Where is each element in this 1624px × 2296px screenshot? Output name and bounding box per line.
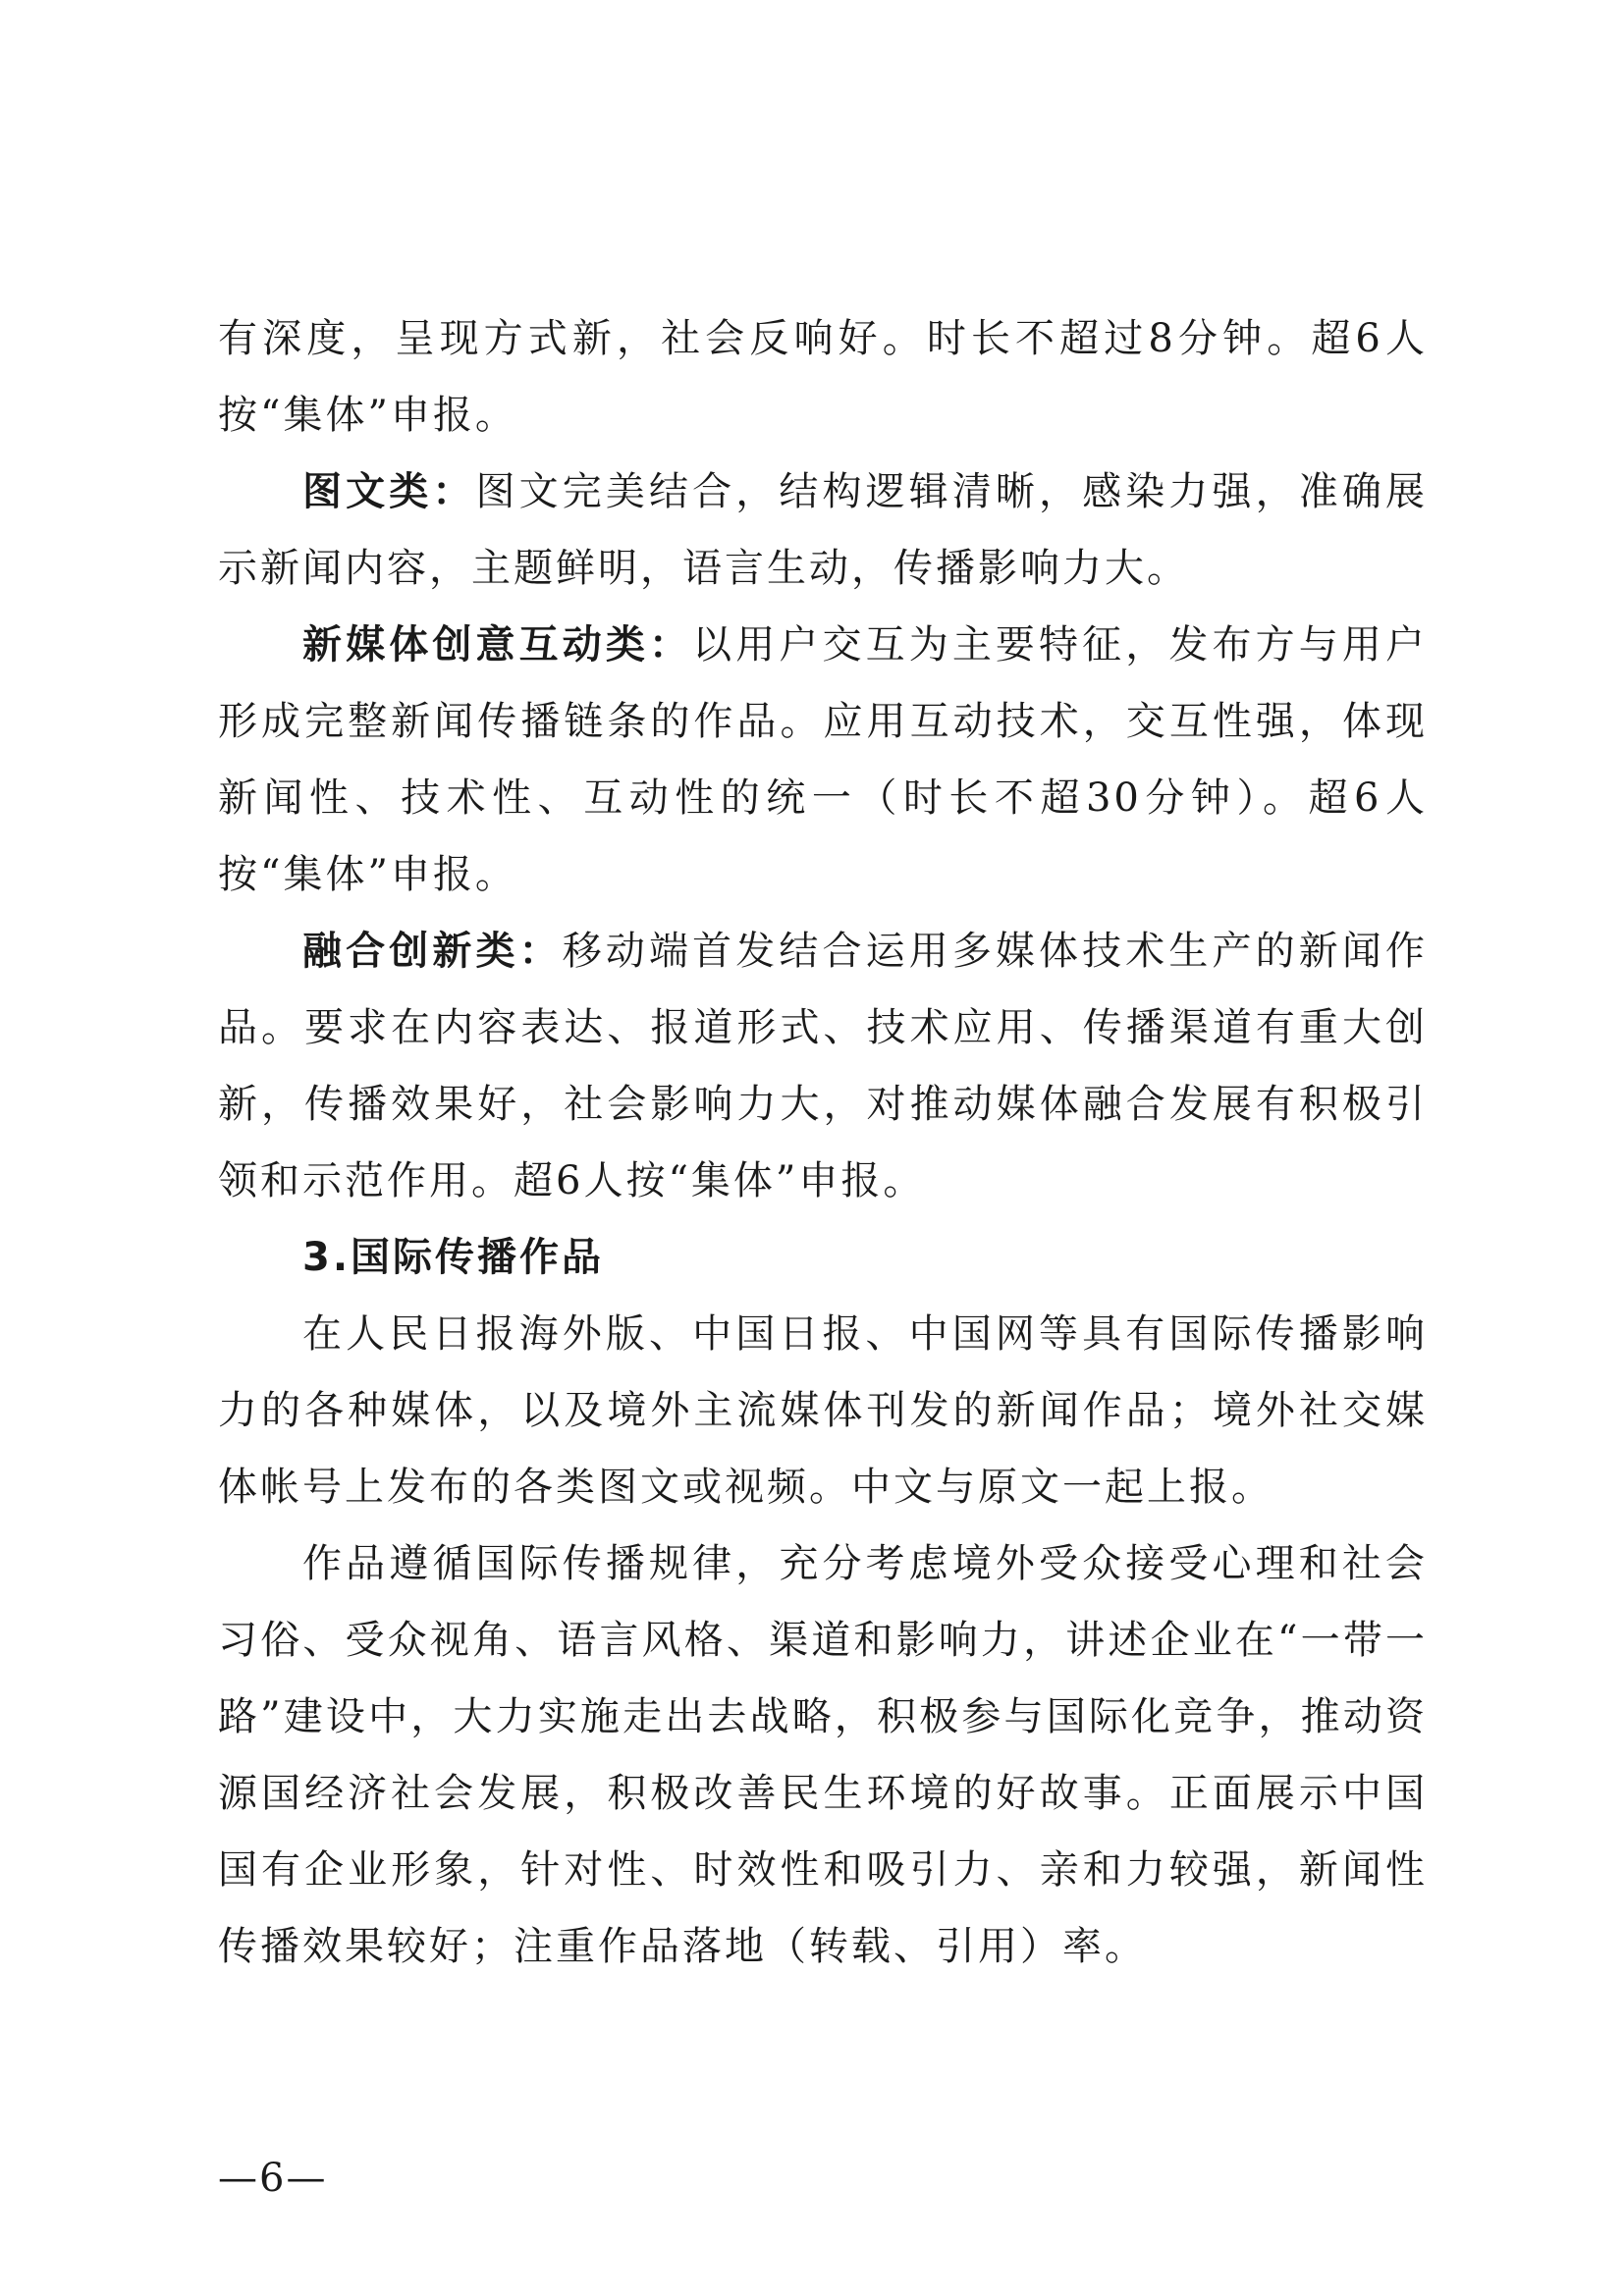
paragraph-international-requirements: 作品遵循国际传播规律，充分考虑境外受众接受心理和社会习俗、受众视角、语言风格、渠道和影响力，讲述企业在“一带一路”建设中，大力实施走出去战略，积极参与国际化竞争，推动资源国经济社会发展，积极改善民生环境的好故事。正面展示中国国有企业形象，针对性、时效性和吸引力、亲和力较强，新闻性传播效果较好；注重作品落地（转载、引用）率。 [218, 1541, 1428, 1969]
paragraph-lead: 融合创新类： [302, 929, 563, 974]
body-text [218, 300, 1428, 1985]
paragraph-text: 有深度，呈现方式新，社会反响好。时长不超过8分钟。超6人按“集体”申报。 [218, 316, 1428, 438]
paragraph-continuation [218, 300, 1428, 454]
paragraph-international-media: 在人民日报海外版、中国日报、中国网等具有国际传播影响力的各种媒体，以及境外主流媒体刊发的新闻作品；境外社交媒体帐号上发布的各类图文或视频。中文与原文一起上报。 [218, 1311, 1428, 1510]
paragraph-lead: 新媒体创意互动类： [302, 622, 693, 667]
paragraph-text: 图文完美结合，结构逻辑清晰，感染力强，准确展示新闻内容，主题鲜明，语言生动，传播影响力大。 [218, 469, 1429, 591]
paragraph-fusion-innovation-category [218, 913, 1428, 1219]
section-heading: 3.国际传播作品 [302, 1235, 605, 1280]
paragraph-text: 以用户交互为主要特征，发布方与用户形成完整新闻传播链条的作品。应用互动技术，交互性强，体现新闻性、技术性、互动性的统一（时长不超30分钟）。超6人按“集体”申报。 [218, 622, 1429, 897]
paragraph-graphic-text-category [218, 454, 1428, 607]
paragraph-lead: 图文类： [302, 469, 476, 514]
paragraph-text: 移动端首发结合运用多媒体技术生产的新闻作品。要求在内容表达、报道形式、技术应用、传播渠道有重大创新，传播效果好，社会影响力大，对推动媒体融合发展有积极引领和示范作用。超6人按“集体”申报。 [218, 929, 1429, 1203]
paragraph-new-media-category [218, 607, 1428, 913]
page-number: —6— [218, 2156, 328, 2201]
